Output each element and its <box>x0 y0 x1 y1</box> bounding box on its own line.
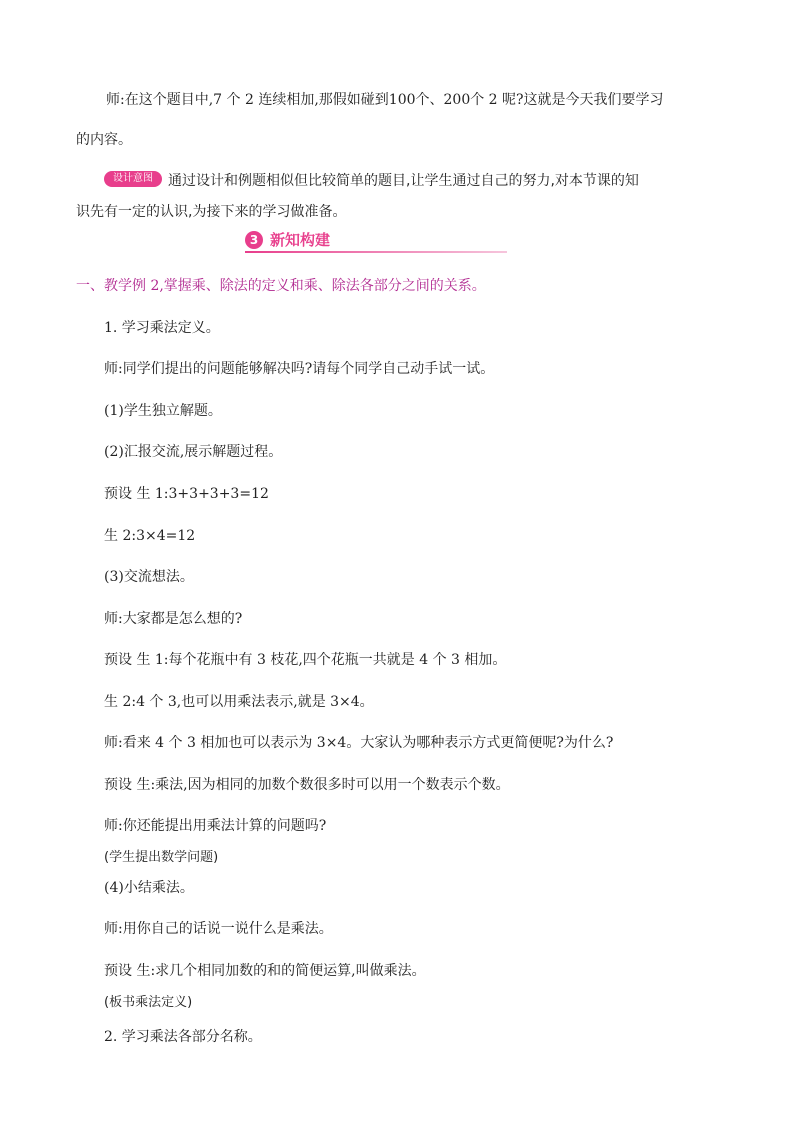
intro-line-1: 师:在这个题目中,7 个 2 连续相加,那假如碰到100个、200个 2 呢?这就是今天我们要学习 <box>106 92 664 108</box>
line-8: 师:大家都是怎么想的? <box>104 611 243 627</box>
line-4: (2)汇报交流,展示解题过程。 <box>104 444 283 460</box>
design-intent-line-2: 识先有一定的认识,为接下来的学习做准备。 <box>76 204 347 220</box>
section-underline <box>245 251 507 253</box>
line-14: (学生提出数学问题) <box>104 850 219 865</box>
section-title: 新知构建 <box>270 231 331 249</box>
line-9: 预设 生 1:每个花瓶中有 3 枝花,四个花瓶一共就是 4 个 3 相加。 <box>104 652 507 668</box>
section-number-badge: 3 <box>245 231 263 249</box>
line-10: 生 2:4 个 3,也可以用乘法表示,就是 3×4。 <box>104 694 374 710</box>
line-18: (板书乘法定义) <box>104 995 193 1010</box>
design-intent-tag: 设计意图 <box>104 171 162 187</box>
line-7: (3)交流想法。 <box>104 569 194 585</box>
line-1: 1. 学习乘法定义。 <box>104 320 220 336</box>
line-5: 预设 生 1:3+3+3+3=12 <box>104 486 269 502</box>
intro-line-2: 的内容。 <box>76 132 132 148</box>
line-3: (1)学生独立解题。 <box>104 403 222 419</box>
section-heading: 一、教学例 2,掌握乘、除法的定义和乘、除法各部分之间的关系。 <box>76 278 486 294</box>
line-19: 2. 学习乘法各部分名称。 <box>104 1029 262 1045</box>
line-17: 预设 生:求几个相同加数的和的简便运算,叫做乘法。 <box>104 963 426 979</box>
line-2: 师:同学们提出的问题能够解决吗?请每个同学自己动手试一试。 <box>104 361 495 377</box>
design-intent-line-1: 通过设计和例题相似但比较简单的题目,让学生通过自己的努力,对本节课的知 <box>168 173 639 189</box>
line-12: 预设 生:乘法,因为相同的加数个数很多时可以用一个数表示个数。 <box>104 777 510 793</box>
line-6: 生 2:3×4=12 <box>104 528 196 544</box>
line-15: (4)小结乘法。 <box>104 880 194 896</box>
line-16: 师:用你自己的话说一说什么是乘法。 <box>104 921 333 937</box>
line-11: 师:看来 4 个 3 相加也可以表示为 3×4。大家认为哪种表示方式更简便呢?为什么? <box>104 735 614 751</box>
line-13: 师:你还能提出用乘法计算的问题吗? <box>104 818 327 834</box>
